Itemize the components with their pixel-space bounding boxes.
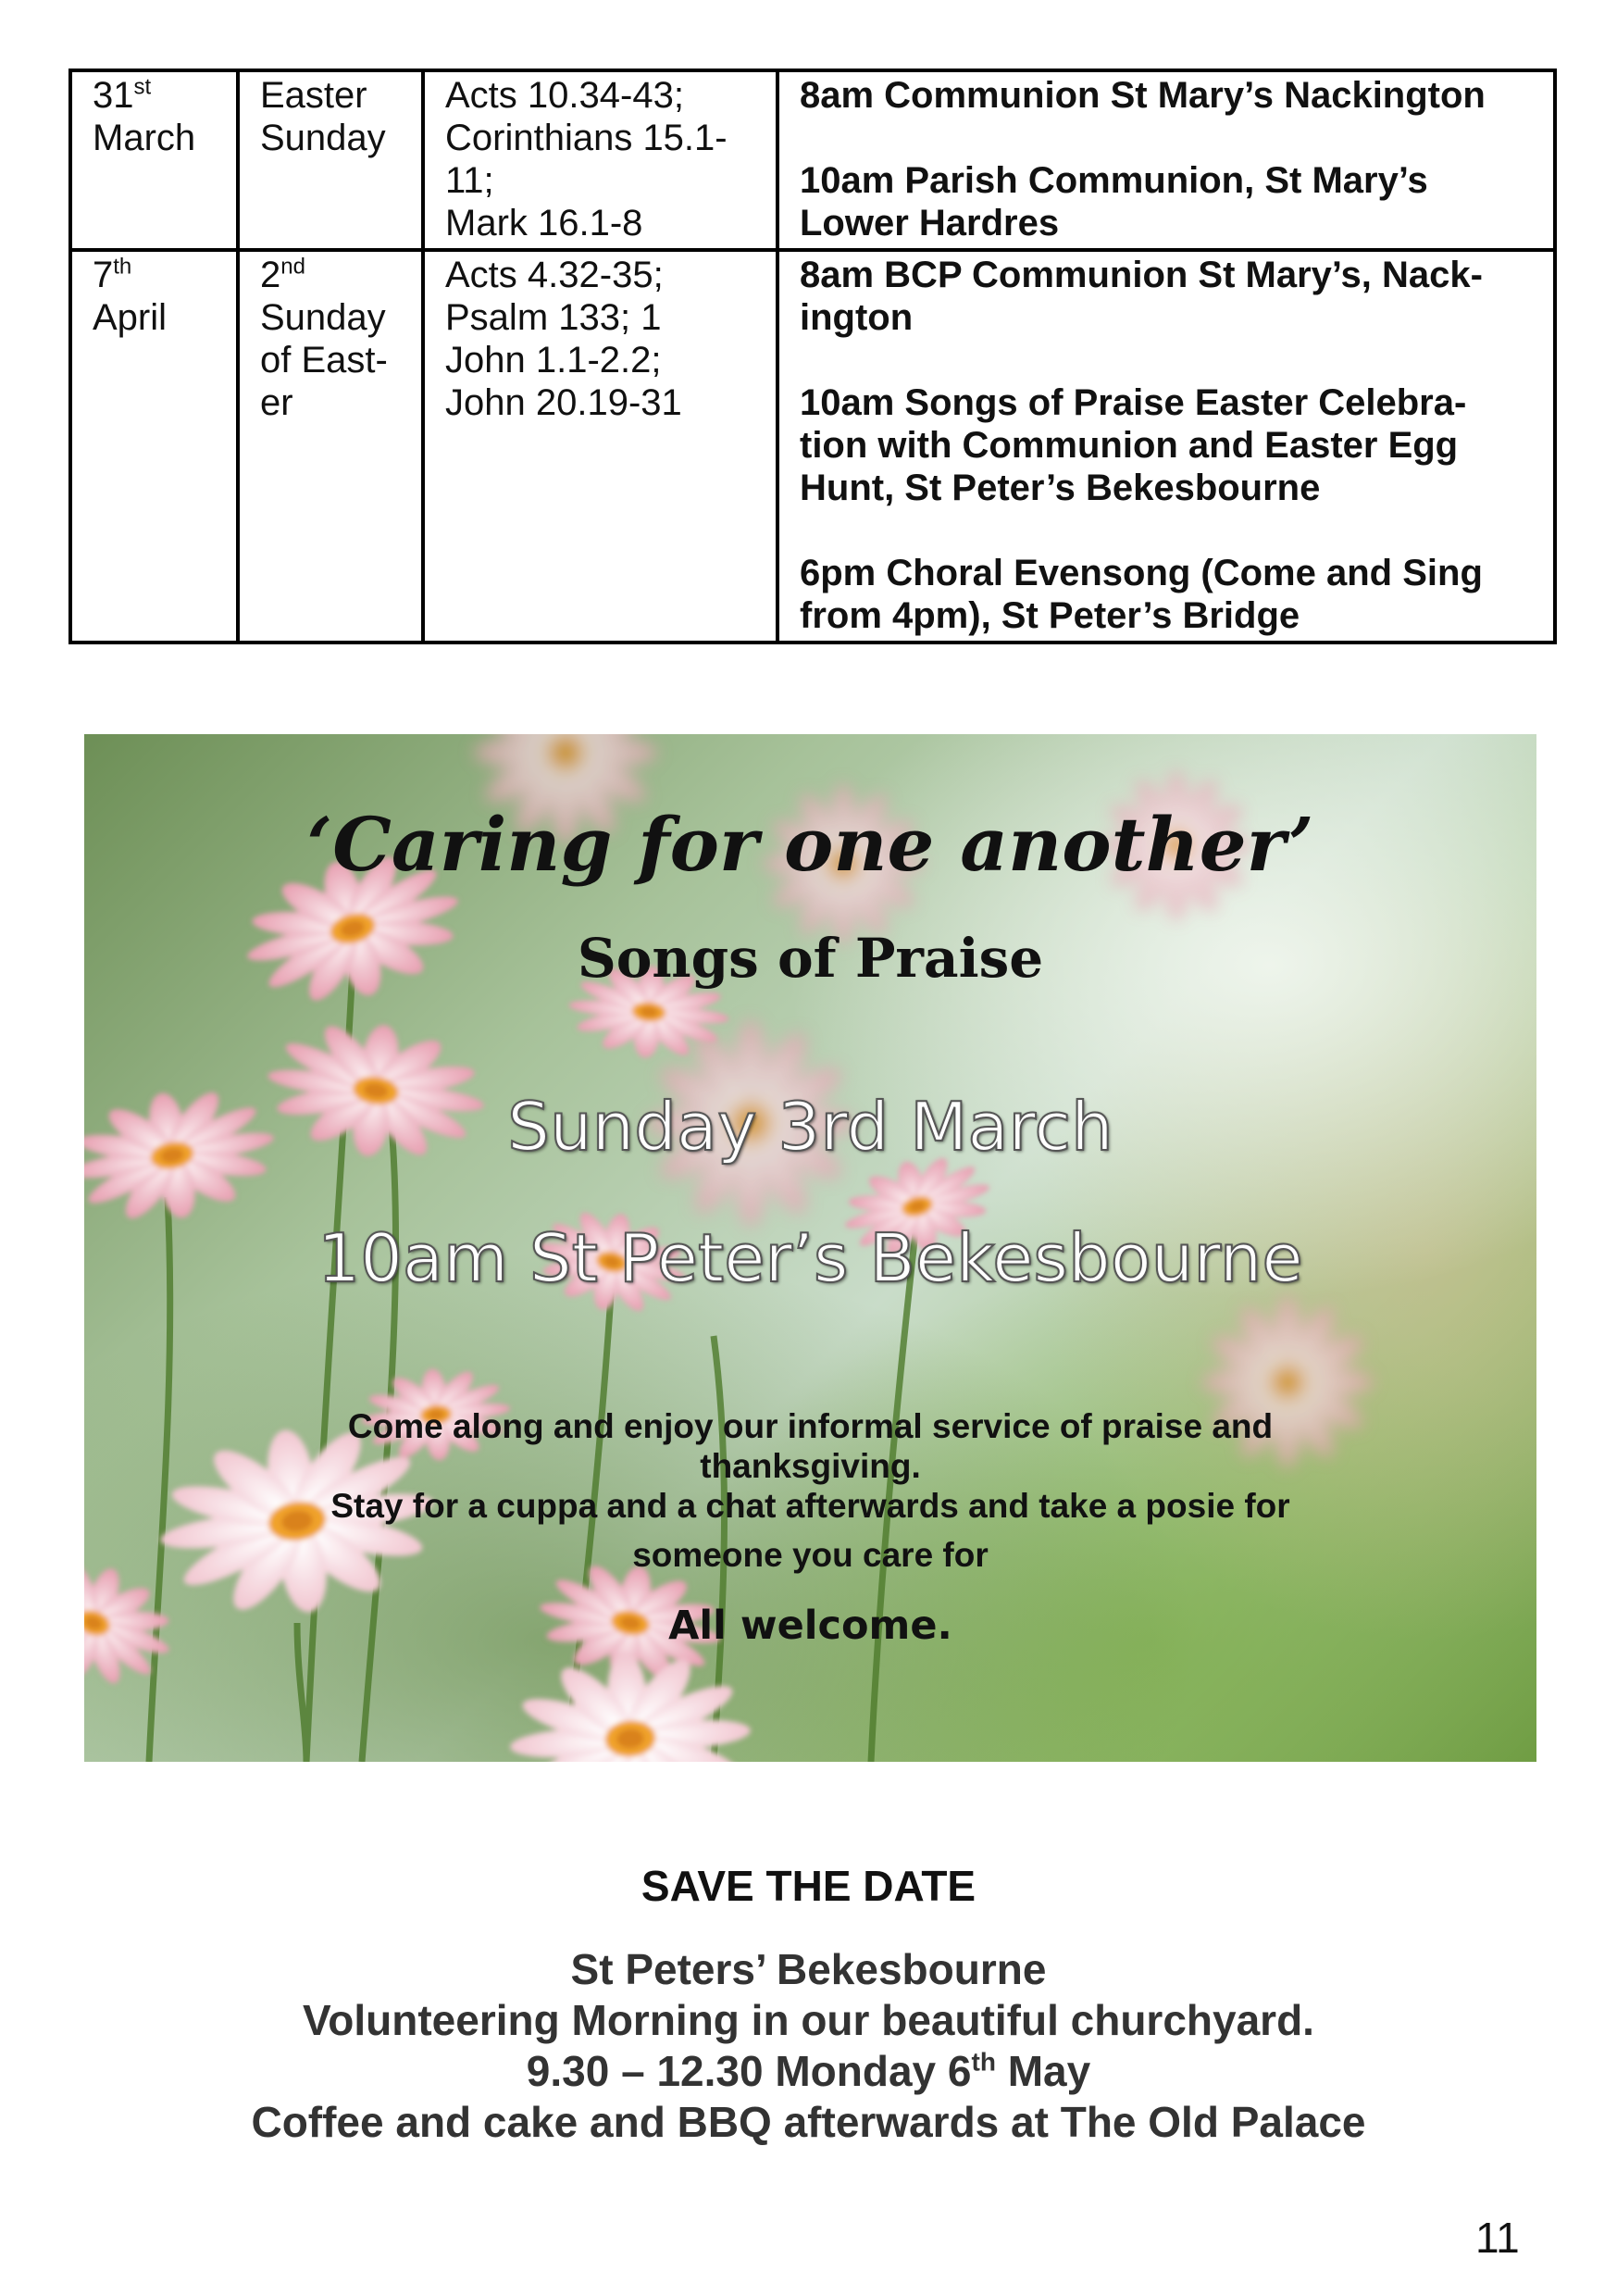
table-row — [70, 250, 1555, 643]
service-entry: 8am BCP Communion St Mary’s, Nack- ington — [800, 255, 1483, 338]
poster-date: Sunday 3rd March — [507, 1088, 1113, 1166]
songs-of-praise-poster — [84, 734, 1536, 1762]
save-the-date-heading: SAVE THE DATE — [641, 1862, 976, 1910]
poster-welcome: All welcome. — [668, 1603, 952, 1649]
save-the-date-time: 9.30 – 12.30 Monday 6th May — [526, 2047, 1091, 2095]
page-number: 11 — [1475, 2214, 1520, 2262]
poster-title: ‘Caring for one another’ — [306, 801, 1314, 888]
date-cell: 7th April — [70, 250, 238, 643]
poster-description: Come along and enjoy our informal service of praise and thanksgiving. Stay for a cuppa and a chat afterwards and take a posie for someone you care for — [330, 1407, 1290, 1574]
service-entry: 8am Communion St Mary’s Nackington — [800, 75, 1486, 116]
readings-cell: Acts 10.34-43; Corinthians 15.1- 11; Mark 16.1-8 — [423, 70, 777, 250]
poster-time-place: 10am St Peter’s Bekesbourne — [317, 1219, 1303, 1297]
service-entry: 6pm Choral Evensong (Come and Sing from 4pm), St Peter’s Bridge — [800, 553, 1483, 636]
service-entry: 10am Songs of Praise Easter Celebra- tion with Communion and Easter Egg Hunt, St Peter’s Bekesbourne — [800, 382, 1467, 508]
services-cell — [777, 70, 1555, 250]
table-row — [70, 70, 1555, 250]
service-entry: 10am Parish Communion, St Mary’s Lower Hardres — [800, 160, 1428, 243]
readings-cell: Acts 4.32-35; Psalm 133; 1 John 1.1-2.2; John 20.19-31 — [423, 250, 777, 643]
services-cell — [777, 250, 1555, 643]
day-cell: Easter Sunday — [238, 70, 423, 250]
date-cell: 31st March — [70, 70, 238, 250]
day-cell: 2nd Sunday of East- er — [238, 250, 423, 643]
poster-subtitle: Songs of Praise — [577, 927, 1044, 990]
services-table — [68, 69, 1557, 644]
save-the-date-details: St Peters’ Bekesbourne Volunteering Morning in our beautiful churchyard. 9.30 – 12.30 Monday 6th May Coffee and cake and BBQ afterwards at The Old Palace — [0, 1944, 1617, 2148]
